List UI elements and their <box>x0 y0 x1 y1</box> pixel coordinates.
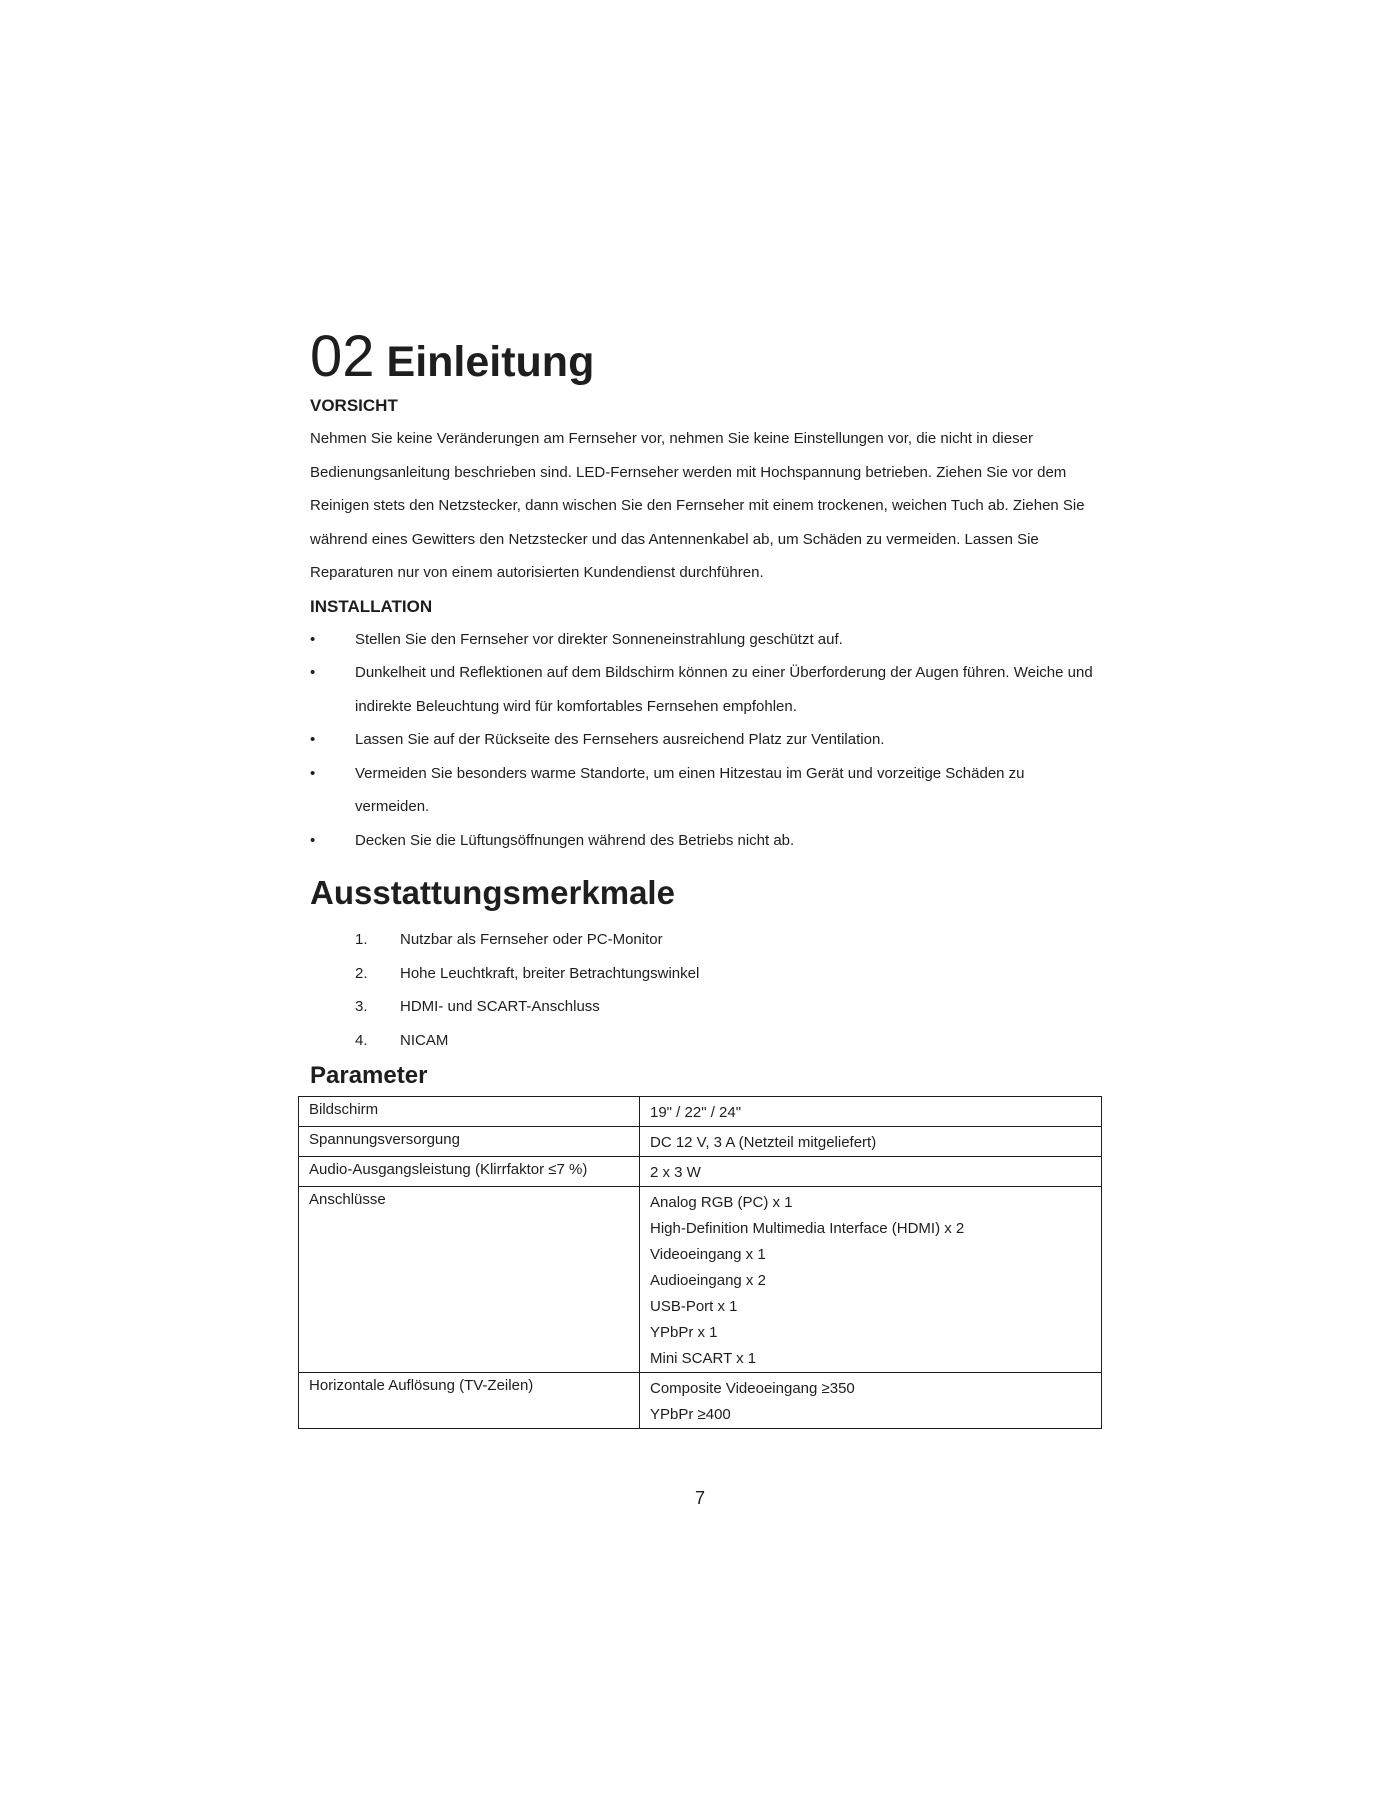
table-cell-value <box>640 1097 1102 1127</box>
list-item <box>310 723 1100 757</box>
list-item-text: Hohe Leuchtkraft, breiter Betrachtungswinkel <box>400 964 700 982</box>
value-line: YPbPr x 1 <box>650 1324 718 1341</box>
list-item-text: HDMI- und SCART-Anschluss <box>400 998 600 1015</box>
table-cell-label: Anschlüsse <box>299 1187 640 1373</box>
list-item-text: Decken Sie die Lüftungsöffnungen während des Betriebs nicht ab. <box>355 831 795 849</box>
value-line: Videoeingang x 1 <box>650 1246 766 1263</box>
list-item <box>310 757 1100 824</box>
bullet-icon: • <box>310 664 316 681</box>
chapter-title: Einleitung <box>386 338 595 386</box>
installation-heading: INSTALLATION <box>310 596 433 616</box>
value-line: 2 x 3 W <box>650 1164 701 1181</box>
list-item <box>310 656 1100 723</box>
table-cell-label: Spannungsversorgung <box>299 1127 640 1157</box>
list-item <box>310 824 1100 858</box>
features-list <box>310 923 1100 1057</box>
list-item-number: 2. <box>355 964 368 982</box>
value-line: High-Definition Multimedia Interface (HDMI) x 2 <box>650 1220 965 1237</box>
list-item-text: Lassen Sie auf der Rückseite des Fernsehers ausreichend Platz zur Ventilation. <box>355 731 885 748</box>
list-item-text: NICAM <box>400 1031 449 1049</box>
parameters-table <box>298 1096 1102 1429</box>
list-item-number: 3. <box>355 998 368 1015</box>
table-cell-value <box>640 1187 1102 1373</box>
table-row <box>299 1373 1102 1429</box>
table-row <box>299 1127 1102 1157</box>
table-cell-value <box>640 1127 1102 1157</box>
chapter-number: 02 <box>310 324 375 389</box>
bullet-icon: • <box>310 630 316 648</box>
list-item-text: Vermeiden Sie besonders warme Standorte, um einen Hitzestau im Gerät und vorzeitige Schäden zu vermeiden. <box>355 764 1025 815</box>
bullet-icon: • <box>310 831 316 849</box>
value-line: DC 12 V, 3 A (Netzteil mitgeliefert) <box>650 1134 877 1151</box>
table-cell-label: Bildschirm <box>299 1097 640 1127</box>
list-item-number: 4. <box>355 1031 368 1049</box>
value-line: 19" / 22" / 24" <box>650 1104 742 1121</box>
features-heading: Ausstattungsmerkmale <box>310 874 675 911</box>
value-line: Audioeingang x 2 <box>650 1272 766 1289</box>
table-cell-label: Audio-Ausgangsleistung (Klirrfaktor ≤7 %) <box>299 1157 640 1187</box>
list-item <box>310 623 1100 657</box>
value-line: Composite Videoeingang ≥350 <box>650 1380 855 1397</box>
table-row <box>299 1157 1102 1187</box>
list-item-text: Stellen Sie den Fernseher vor direkter Sonneneinstrahlung geschützt auf. <box>355 630 843 648</box>
list-item-text: Nutzbar als Fernseher oder PC-Monitor <box>400 931 663 948</box>
chapter-heading <box>310 325 1100 389</box>
list-item <box>310 1024 1100 1058</box>
value-line: USB-Port x 1 <box>650 1298 738 1315</box>
value-line: YPbPr ≥400 <box>650 1406 731 1423</box>
list-item <box>310 990 1100 1024</box>
table-cell-label: Horizontale Auflösung (TV-Zeilen) <box>299 1373 640 1429</box>
table-cell-value <box>640 1373 1102 1429</box>
page-number: 7 <box>694 1488 705 1508</box>
list-item <box>310 923 1100 957</box>
caution-text: Nehmen Sie keine Veränderungen am Fernseher vor, nehmen Sie keine Einstellungen vor, die nicht in dieser Bedienungsanleitung beschrieben sind. LED-Fernseher werden mit Hochspannung betrieben. Ziehen Sie vor dem Reinigen stets den Netzstecker, dann wischen Sie den Fernseher mit einem trockenen, weichen Tuch ab. Ziehen Sie während eines Gewitters den Netzstecker und das Antennenkabel ab, um Schäden zu vermeiden. Lassen Sie Reparaturen nur von einem autorisierten Kundendienst durchführen. <box>310 430 1085 581</box>
page-content <box>310 325 1100 1093</box>
bullet-icon: • <box>310 731 316 748</box>
table-row <box>299 1097 1102 1127</box>
parameters-heading: Parameter <box>310 1062 428 1089</box>
bullet-icon: • <box>310 764 316 782</box>
caution-heading: VORSICHT <box>310 396 398 415</box>
table-row <box>299 1187 1102 1373</box>
value-line: Mini SCART x 1 <box>650 1350 757 1367</box>
list-item-text: Dunkelheit und Reflektionen auf dem Bildschirm können zu einer Überforderung der Augen führen. Weiche und indirekte Beleuchtung wird für komfortables Fernsehen empfohlen. <box>355 664 1093 715</box>
value-line: Analog RGB (PC) x 1 <box>650 1194 793 1211</box>
installation-list <box>310 623 1100 858</box>
list-item <box>310 957 1100 991</box>
list-item-number: 1. <box>355 931 368 948</box>
table-cell-value <box>640 1157 1102 1187</box>
